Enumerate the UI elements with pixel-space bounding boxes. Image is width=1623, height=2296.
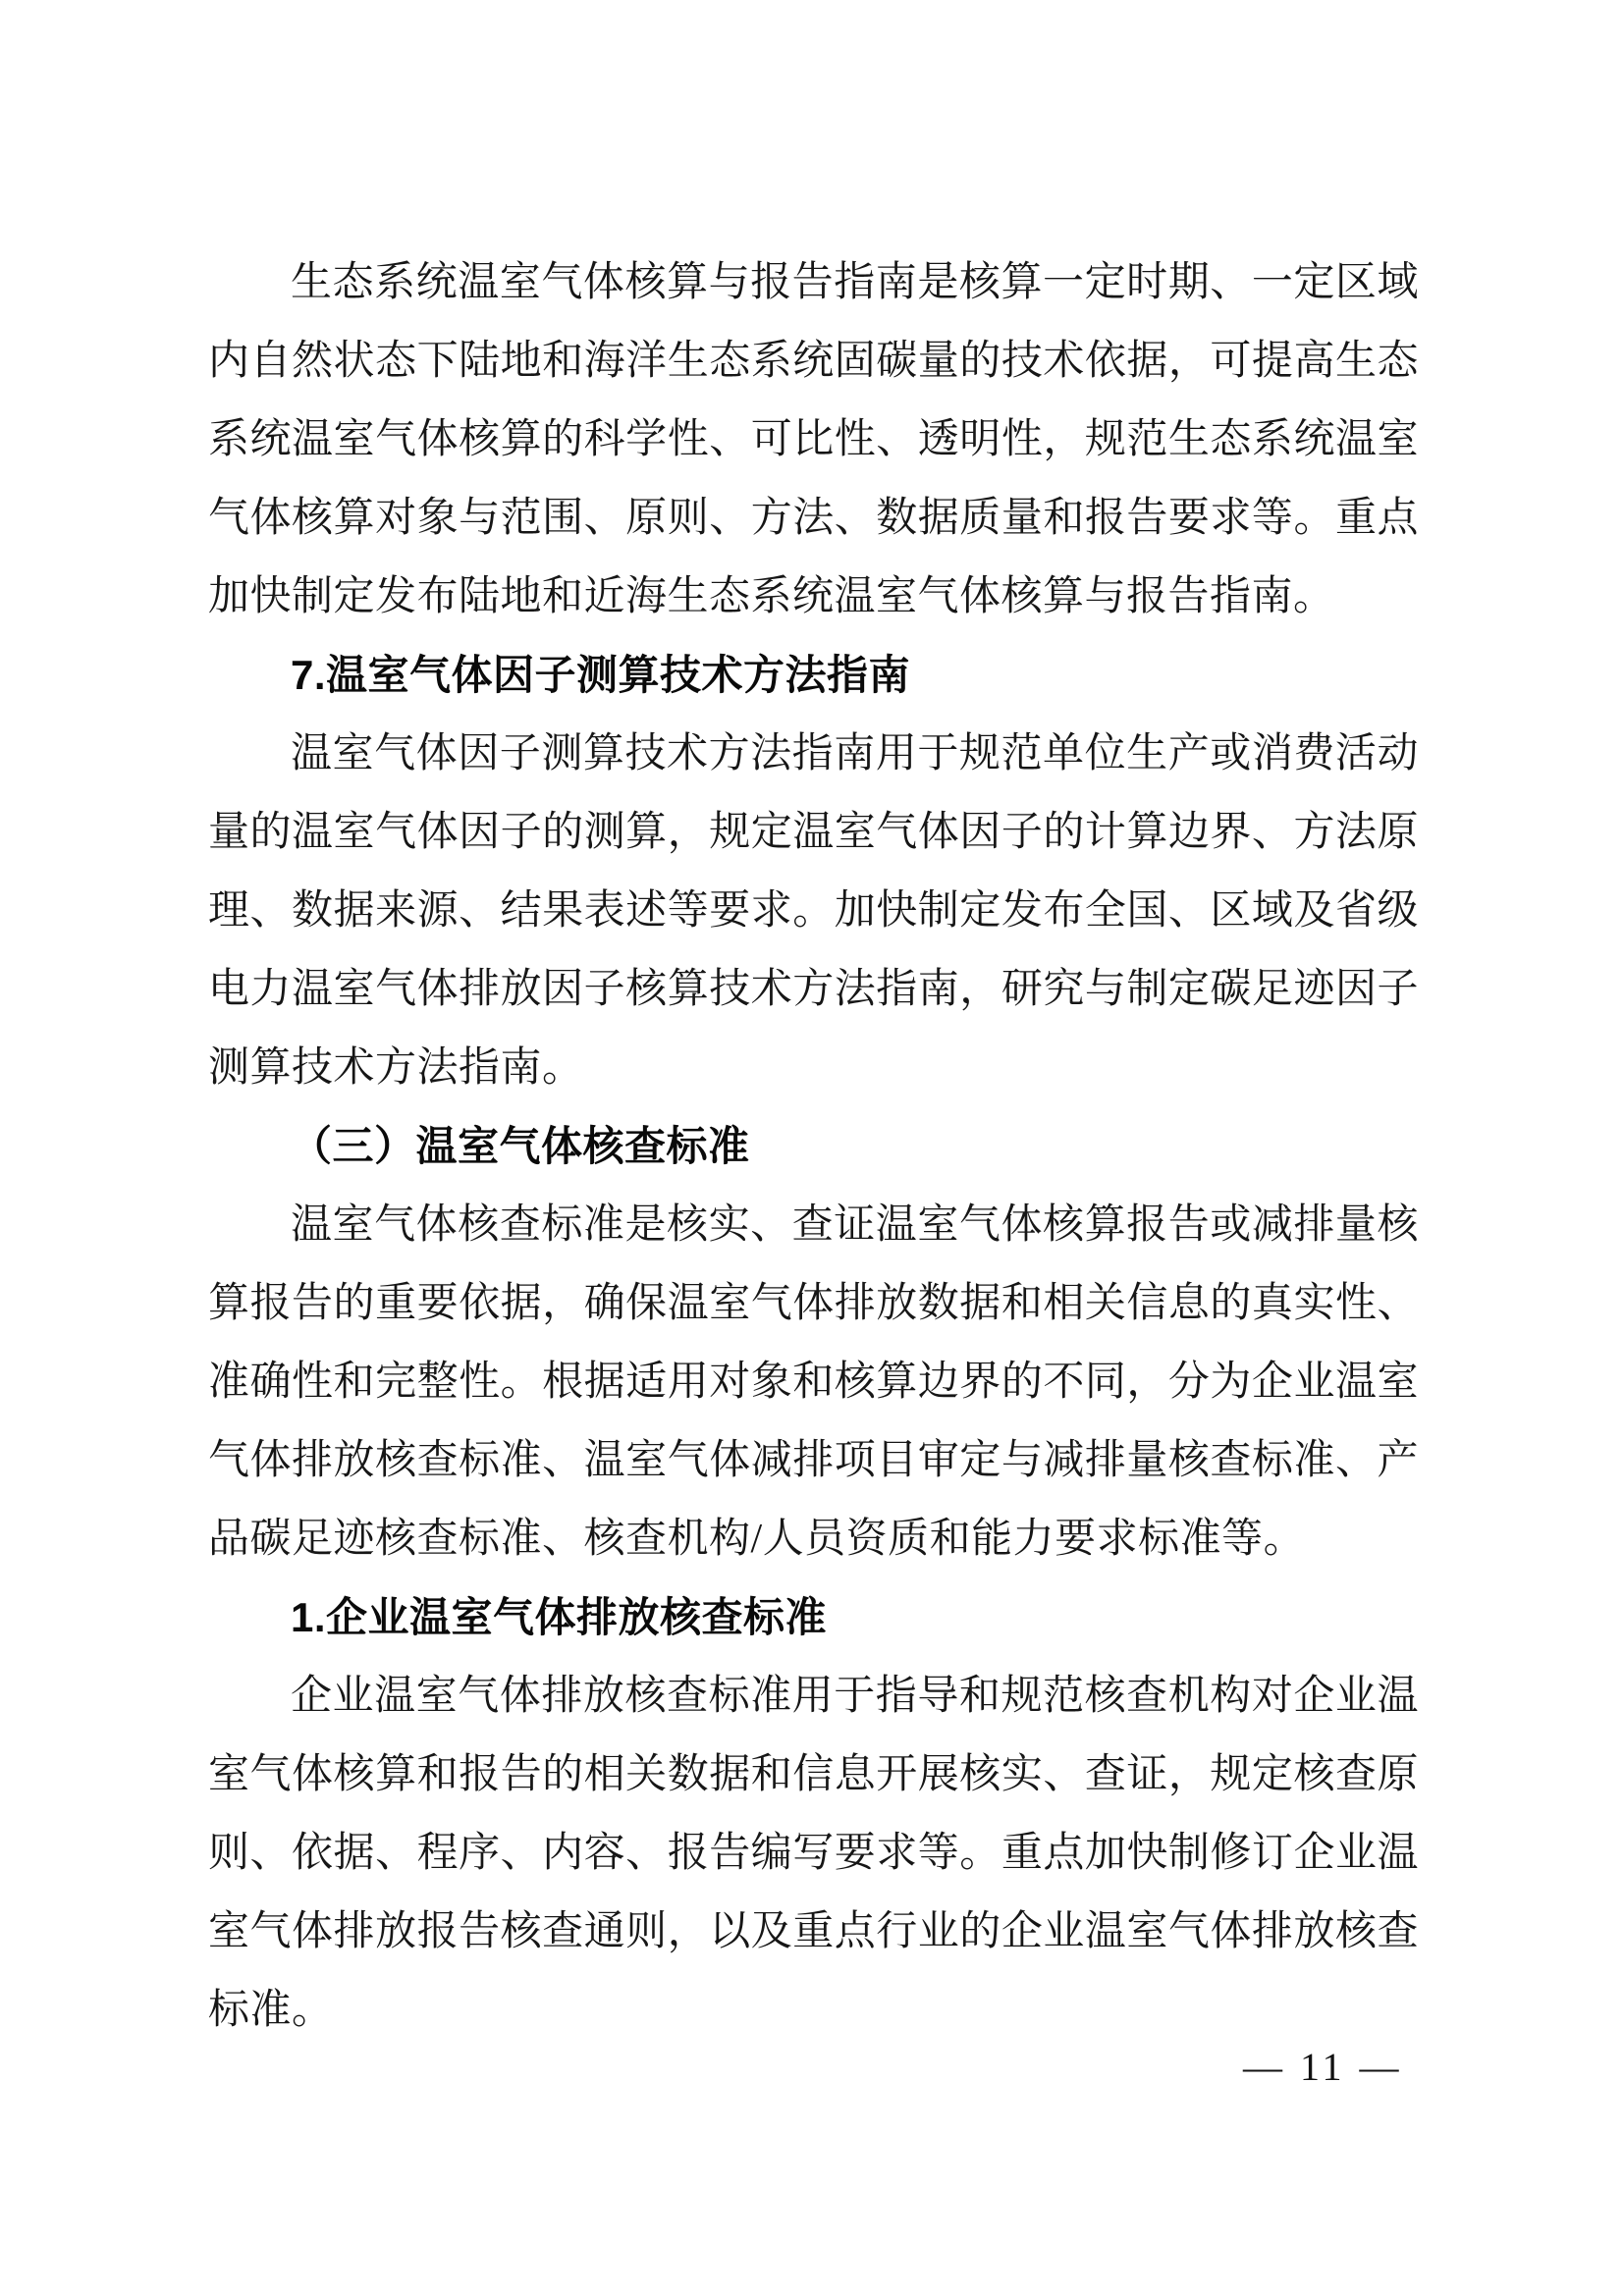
document-body xyxy=(208,243,1419,2050)
paragraph-ecosystem-guide: 生态系统温室气体核算与报告指南是核算一定时期、一定区域内自然状态下陆地和海洋生态系统固碳量的技术依据，可提高生态系统温室气体核算的科学性、可比性、透明性，规范生态系统温室气体核算对象与范围、原则、方法、数据质量和报告要求等。重点加快制定发布陆地和近海生态系统温室气体核算与报告指南。 xyxy=(208,260,1419,619)
heading-section-3-verification-standards: （三）温室气体核查标准 xyxy=(291,1123,750,1169)
paragraph-enterprise-verification-standard: 企业温室气体排放核查标准用于指导和规范核查机构对企业温室气体核算和报告的相关数据和信息开展核实、查证，规定核查原则、依据、程序、内容、报告编写要求等。重点加快制修订企业温室气体排放报告核查通则，以及重点行业的企业温室气体排放核查标准。 xyxy=(208,1674,1419,2033)
heading-7-ghg-factor-guide: 7.温室气体因子测算技术方法指南 xyxy=(291,652,911,698)
heading-1-enterprise-verification-standard: 1.企业温室气体排放核查标准 xyxy=(291,1594,828,1640)
paragraph-ghg-factor-guide: 温室气体因子测算技术方法指南用于规范单位生产或消费活动量的温室气体因子的测算，规定温室气体因子的计算边界、方法原理、数据来源、结果表述等要求。加快制定发布全国、区域及省级电力温室气体排放因子核算技术方法指南，研究与制定碳足迹因子测算技术方法指南。 xyxy=(208,731,1419,1091)
page-number: — 11 — xyxy=(1243,2045,1403,2089)
paragraph-verification-standards: 温室气体核查标准是核实、查证温室气体核算报告或减排量核算报告的重要依据，确保温室气体排放数据和相关信息的真实性、准确性和完整性。根据适用对象和核算边界的不同，分为企业温室气体排放核查标准、温室气体减排项目审定与减排量核查标准、产品碳足迹核查标准、核查机构/人员资质和能力要求标准等。 xyxy=(208,1202,1419,1562)
